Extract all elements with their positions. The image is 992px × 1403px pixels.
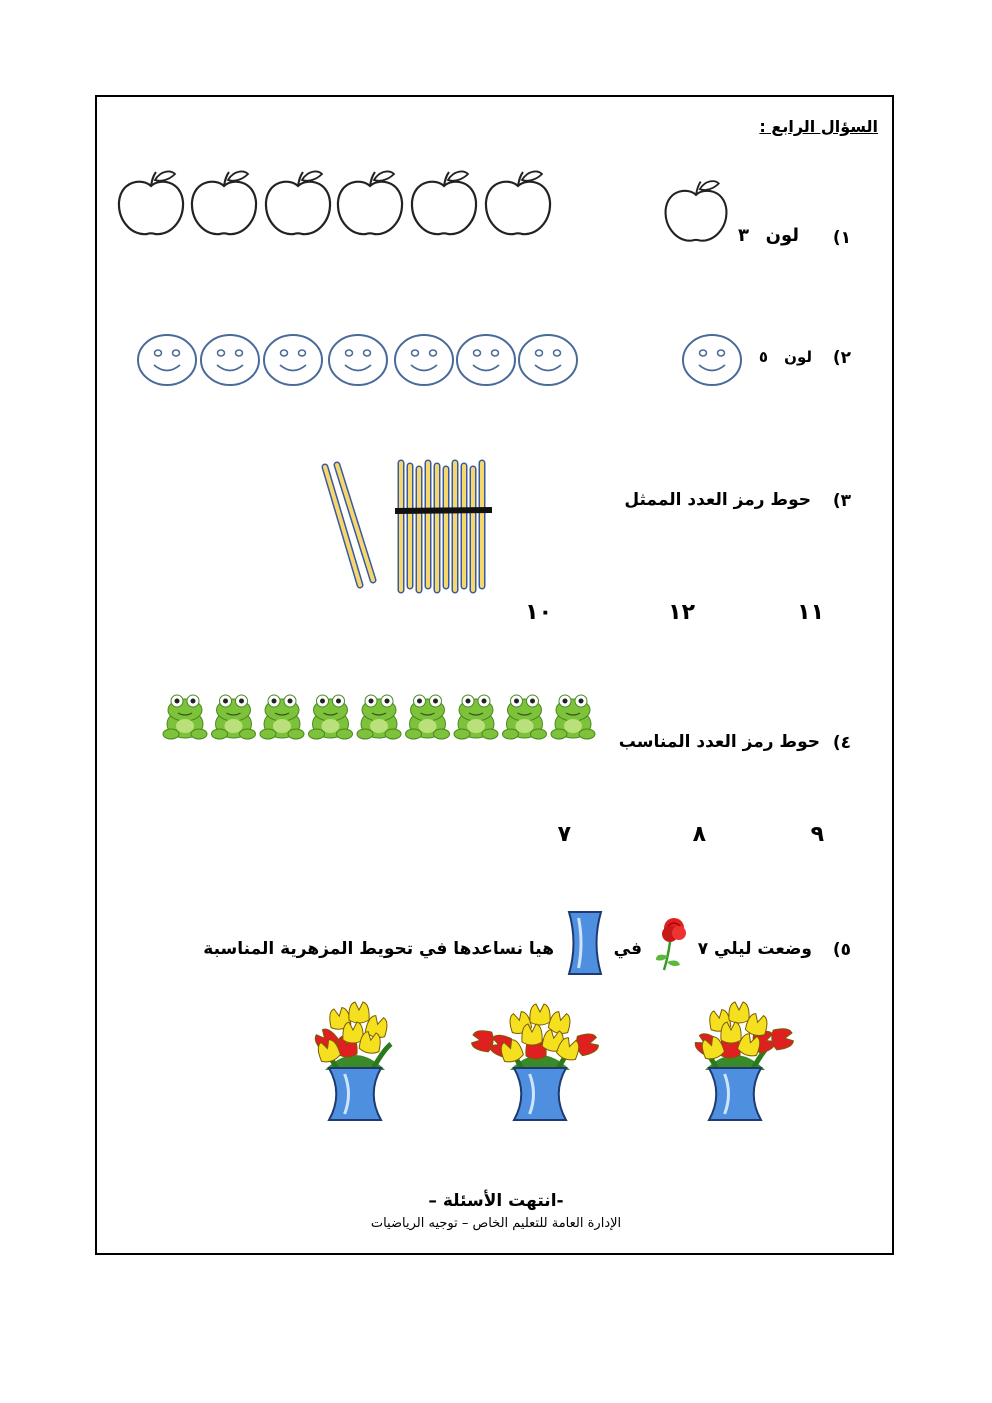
q5-text-a: وضعت ليلي ٧	[697, 939, 812, 959]
frog-icon	[503, 695, 547, 739]
apple-icon	[486, 172, 550, 235]
apple-icon	[119, 172, 183, 235]
smiley-icon	[264, 335, 322, 385]
q4-text: حوط رمز العدد المناسب	[618, 732, 820, 752]
straw-bundle	[395, 463, 492, 590]
footer-end-line: -انتهت الأسئلة –	[428, 1191, 564, 1211]
frog-icon	[212, 695, 256, 739]
q1-number: ١)	[832, 228, 851, 248]
frog-icon	[163, 695, 207, 739]
q1-text: لون	[765, 225, 799, 246]
frog-icon	[309, 695, 353, 739]
frog-icon	[406, 695, 450, 739]
smiley-icon	[201, 335, 259, 385]
q5-text-c: هيا نساعدها في تحويط المزهرية المناسبة	[203, 939, 554, 959]
rose-icon	[652, 912, 694, 974]
frog-icon	[357, 695, 401, 739]
q4-option-2[interactable]: ٨	[692, 822, 706, 847]
apples-row	[115, 168, 565, 248]
apple-icon	[338, 172, 402, 235]
q2-digit: ٥	[758, 348, 768, 366]
frog-icon	[454, 695, 498, 739]
q3-option-3[interactable]: ١٠	[525, 600, 552, 625]
apple-icon	[192, 172, 256, 235]
smiley-icon	[395, 335, 453, 385]
smiley-icon	[138, 335, 196, 385]
q4-option-3[interactable]: ٧	[557, 822, 571, 847]
q3-option-2[interactable]: ١٢	[668, 600, 695, 625]
q2-text: لون	[784, 348, 812, 366]
q1-digit: ٣	[738, 225, 749, 246]
frog-icon	[260, 695, 304, 739]
frog-icon	[551, 695, 595, 739]
smiley-icon	[683, 335, 741, 385]
apple-sample-icon	[660, 178, 730, 243]
q3-number: ٣)	[832, 491, 851, 511]
frogs-row	[163, 690, 603, 752]
q4-number: ٤)	[832, 733, 851, 753]
vase-icon	[565, 910, 607, 978]
section-title: السؤال الرابع :	[759, 117, 878, 136]
loose-straws	[325, 465, 373, 585]
smiley-icon	[457, 335, 515, 385]
q5-text-b: في	[613, 939, 642, 959]
vase-option-2[interactable]	[455, 1000, 625, 1125]
smiley-icon	[519, 335, 577, 385]
q3-text: حوط رمز العدد الممثل	[624, 490, 811, 510]
footer-department: الإدارة العامة للتعليم الخاص – توجيه الرياضيات	[370, 1216, 622, 1231]
vase-option-1[interactable]	[660, 1000, 810, 1125]
smiley-icon	[329, 335, 387, 385]
smileys-row	[130, 330, 585, 390]
straws-bundle-picture	[315, 455, 505, 600]
q3-option-1[interactable]: ١١	[797, 600, 824, 625]
q5-number: ٥)	[832, 940, 851, 960]
apple-icon	[412, 172, 476, 235]
q2-number: ٢)	[832, 348, 851, 368]
vase-option-3[interactable]	[300, 1000, 410, 1125]
smiley-sample-icon	[680, 330, 744, 390]
apple-icon	[266, 172, 330, 235]
q4-option-1[interactable]: ٩	[810, 822, 824, 847]
